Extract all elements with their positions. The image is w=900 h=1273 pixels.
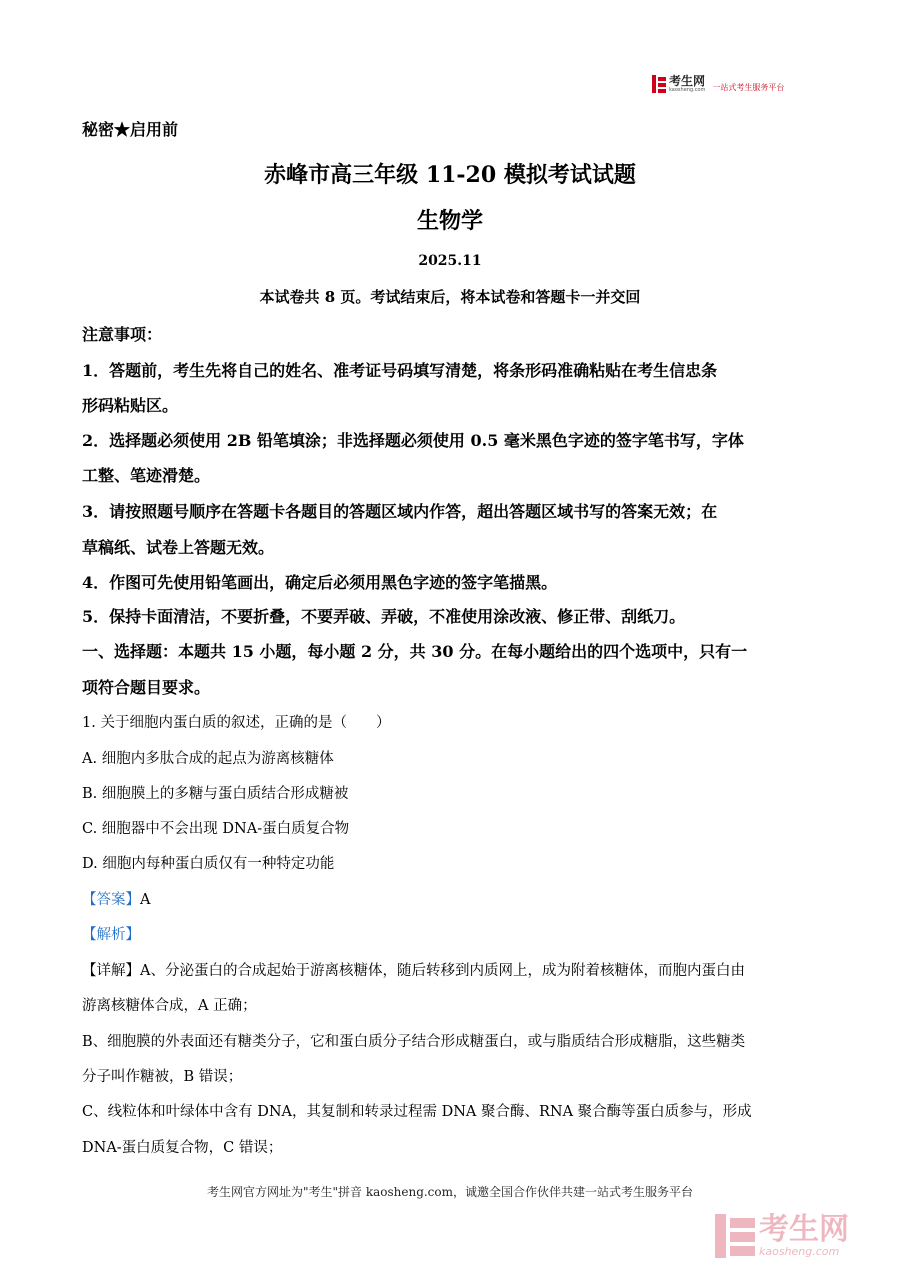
notice-line: 形码粘贴区。 xyxy=(82,396,179,415)
section-heading: 一、选择题：本题共 15 小题，每小题 2 分，共 30 分。在每小题给出的四个选项中，只有一 xyxy=(82,642,748,661)
exam-note: 本试卷共 8 页。考试结束后，将本试卷和答题卡一并交回 xyxy=(259,288,641,306)
answer-label: 【答案】 xyxy=(82,892,140,908)
answer-value: A xyxy=(140,892,151,908)
question-stem: 1. 关于细胞内蛋白质的叙述，正确的是（ ） xyxy=(82,715,391,731)
page-footer: 考生网官方网址为"考生"拼音 kaosheng.com，诚邀全国合作伙伴共建一站式考生服务平台 xyxy=(206,1185,694,1199)
detail-line: 分子叫作糖被，B 错误； xyxy=(82,1069,243,1085)
logo-domain: kaosheng.com xyxy=(669,86,706,93)
notice-line: 2．选择题必须使用 2B 铅笔填涂；非选择题必须使用 0.5 毫米黑色字迹的签字笔书写，字体 xyxy=(82,431,744,450)
detail-line: C、线粒体和叶绿体中含有 DNA，其复制和转录过程需 DNA 聚合酶、RNA 聚合酶等蛋白质参与，形成 xyxy=(82,1104,752,1120)
logo-name: 考生网 xyxy=(669,73,706,88)
option-a: A. 细胞内多肽合成的起点为游离核糖体 xyxy=(82,751,334,767)
page-title: 赤峰市高三年级 11-20 模拟考试试题 xyxy=(264,162,636,188)
notice-line: 5．保持卡面清洁，不要折叠，不要弄破、弄破，不准使用涂改液、修正带、刮纸刀。 xyxy=(82,607,686,626)
site-logo xyxy=(652,72,817,96)
detail-line: DNA-蛋白质复合物，C 错误； xyxy=(82,1140,283,1156)
option-c: C. 细胞器中不会出现 DNA-蛋白质复合物 xyxy=(82,821,350,837)
exam-date: 2025.11 xyxy=(418,253,482,269)
notice-line: 工整、笔迹滑楚。 xyxy=(82,466,211,485)
section-heading: 项符合题目要求。 xyxy=(82,678,211,697)
watermark xyxy=(715,1213,885,1259)
option-d: D. 细胞内每种蛋白质仅有一种特定功能 xyxy=(82,856,335,872)
subject-title: 生物学 xyxy=(416,208,483,234)
notice-heading: 注意事项： xyxy=(82,325,163,344)
watermark-url: kaosheng.com xyxy=(759,1244,840,1258)
logo-icon xyxy=(652,75,666,93)
logo-slogan: 一站式考生服务平台 xyxy=(712,82,785,92)
detail-line: B、细胞膜的外表面还有糖类分子，它和蛋白质分子结合形成糖蛋白，或与脂质结合形成糖脂，这些糖类 xyxy=(82,1034,746,1050)
answer-line xyxy=(82,888,150,909)
analysis-label: 【解析】 xyxy=(82,927,140,943)
detail-line: 【详解】A、分泌蛋白的合成起始于游离核糖体，随后转移到内质网上，成为附着核糖体，而胞内蛋白由 xyxy=(82,963,745,979)
notice-line: 3．请按照题号顺序在答题卡各题目的答题区域内作答，超出答题区域书写的答案无效；在 xyxy=(82,502,718,521)
notice-line: 4．作图可先使用铅笔画出，确定后必须用黑色字迹的签字笔描黑。 xyxy=(82,573,558,592)
watermark-logo-icon xyxy=(715,1214,755,1258)
watermark-text: 考生网 xyxy=(759,1211,849,1247)
option-b: B. 细胞膜上的多糖与蛋白质结合形成糖被 xyxy=(82,786,349,802)
notice-line: 草稿纸、试卷上答题无效。 xyxy=(82,538,275,557)
notice-line: 1．答题前，考生先将自己的姓名、准考证号码填写清楚，将条形码准确粘贴在考生信忠条 xyxy=(82,361,718,380)
detail-line: 游离核糖体合成，A 正确； xyxy=(82,998,257,1014)
confidential-label: 秘密★启用前 xyxy=(82,120,179,139)
